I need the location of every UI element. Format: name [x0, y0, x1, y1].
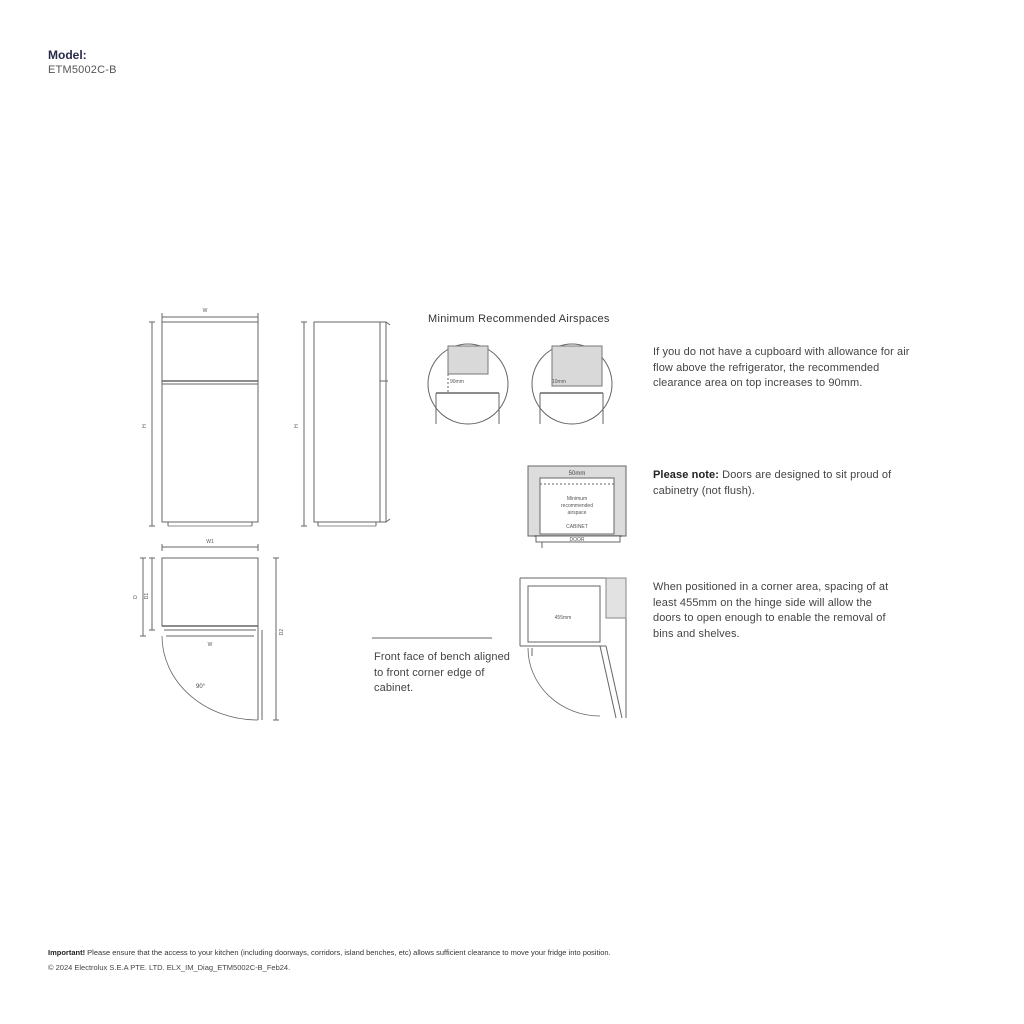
side-height-label: H — [294, 424, 300, 428]
top-view — [140, 544, 279, 720]
corner-clearance-label: 455mm — [554, 615, 572, 621]
cabinet-top-label: 50mm — [568, 471, 586, 477]
model-label: Model: — [48, 48, 87, 62]
important-bold: Important! — [48, 948, 86, 957]
swing-depth-label: D2 — [279, 628, 285, 636]
angle-label: 90° — [196, 684, 206, 690]
cabinet-label: CABINET — [566, 524, 588, 530]
note-body: Doors are designed to sit proud of cabinetry (not flush). — [653, 469, 892, 497]
note-text — [653, 468, 903, 499]
top-width-label: W1 — [206, 539, 214, 545]
door-label: DOOR — [569, 537, 585, 543]
top-depth-label: D — [133, 595, 139, 599]
top-bottom-width-label: W — [207, 642, 213, 648]
corner-text: When positioned in a corner area, spacing of at least 455mm on the hinge side will allow the doors to open enough to enable the removal of bins and shelves. — [653, 581, 889, 640]
model-value: ETM5002C-B — [48, 64, 117, 76]
front-width-label: W — [202, 308, 208, 314]
airspaces-text: If you do not have a cupboard with allowance for air flow above the refrigerator, the recommended clearance area on top increases to 90mm. — [653, 346, 910, 389]
cabinet-center-line-3: airspace — [567, 510, 587, 516]
note-bold: Please note: — [653, 469, 720, 481]
cabinet-center-line-1: Minimum — [566, 496, 588, 502]
front-view — [149, 313, 258, 526]
top-depth2-label: D1 — [144, 592, 150, 600]
airspace-circle-2 — [532, 344, 612, 424]
copyright-text: © 2024 Electrolux S.E.A PTE. LTD. ELX_IM_Diag_ETM5002C-B_Feb24. — [48, 963, 291, 972]
airspace-circle-1 — [428, 344, 508, 424]
corner-diagram — [520, 578, 626, 718]
important-note — [48, 948, 611, 957]
bench-note-text: Front face of bench aligned to front corner edge of cabinet. — [374, 651, 511, 694]
circle2-label: 10mm — [552, 379, 566, 385]
side-view — [301, 322, 390, 526]
cabinet-center-line-2: recommended — [561, 503, 593, 509]
airspaces-title: Minimum Recommended Airspaces — [428, 313, 610, 325]
important-text: Please ensure that the access to your kitchen (including doorways, corridors, island benches, etc) allows sufficient clearance to move your fridge into position. — [85, 948, 611, 957]
front-height-label: H — [142, 424, 148, 428]
circle1-label: 90mm — [450, 379, 464, 385]
